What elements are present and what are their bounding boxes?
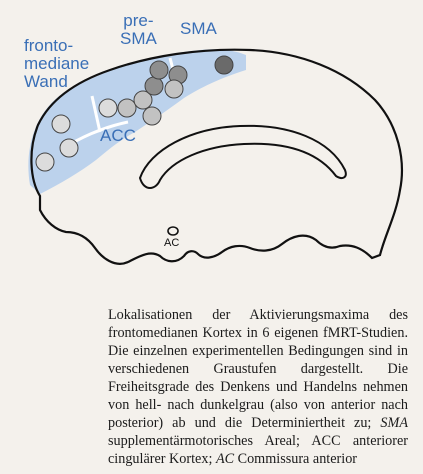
label-presma	[120, 12, 157, 48]
activation-dot	[60, 139, 78, 157]
label-sma: SMA	[180, 19, 217, 38]
caption-part3: Commissura anterior	[234, 451, 358, 467]
caption-part1: Lokalisationen der Aktivierungsmaxima des frontomedianen Kortex in 6 eigenen fMRT-Studien. Die einzelnen experimentellen Bedingungen sind in verschiedenen Graustufen dargestellt. Die Freiheitsgrade des Denkens und Handelns nehmen von hell- nach dunkelgrau (also von anterior nach posterior) ab und die Determiniertheit zu;	[108, 307, 408, 431]
caption-sma-abbr: SMA	[380, 415, 408, 431]
label-frontomedian-line1: fronto-	[24, 36, 74, 55]
caption-part2: supplementärmotorisches Areal; ACC anteriorer cingulärer Kortex;	[108, 433, 408, 467]
activation-dot	[215, 56, 233, 74]
activation-dot	[36, 153, 54, 171]
figure-caption	[108, 306, 408, 468]
caption-ac-abbr: AC	[215, 451, 235, 467]
activation-dot	[52, 115, 70, 133]
activation-dot	[143, 107, 161, 125]
label-acc: ACC	[100, 126, 136, 145]
activation-dot	[118, 99, 136, 117]
activation-dot	[145, 77, 163, 95]
label-frontomedian	[24, 37, 89, 91]
anterior-commissure	[168, 227, 178, 235]
label-frontomedian-line3: Wand	[24, 72, 68, 91]
label-ac: AC	[164, 237, 180, 249]
label-presma-line2: SMA	[120, 29, 157, 48]
activation-dot	[165, 80, 183, 98]
label-frontomedian-line2: mediane	[24, 54, 90, 73]
activation-dot	[99, 99, 117, 117]
activation-dot	[150, 61, 168, 79]
corpus-callosum	[140, 126, 346, 188]
label-presma-line1: pre-	[123, 11, 154, 30]
